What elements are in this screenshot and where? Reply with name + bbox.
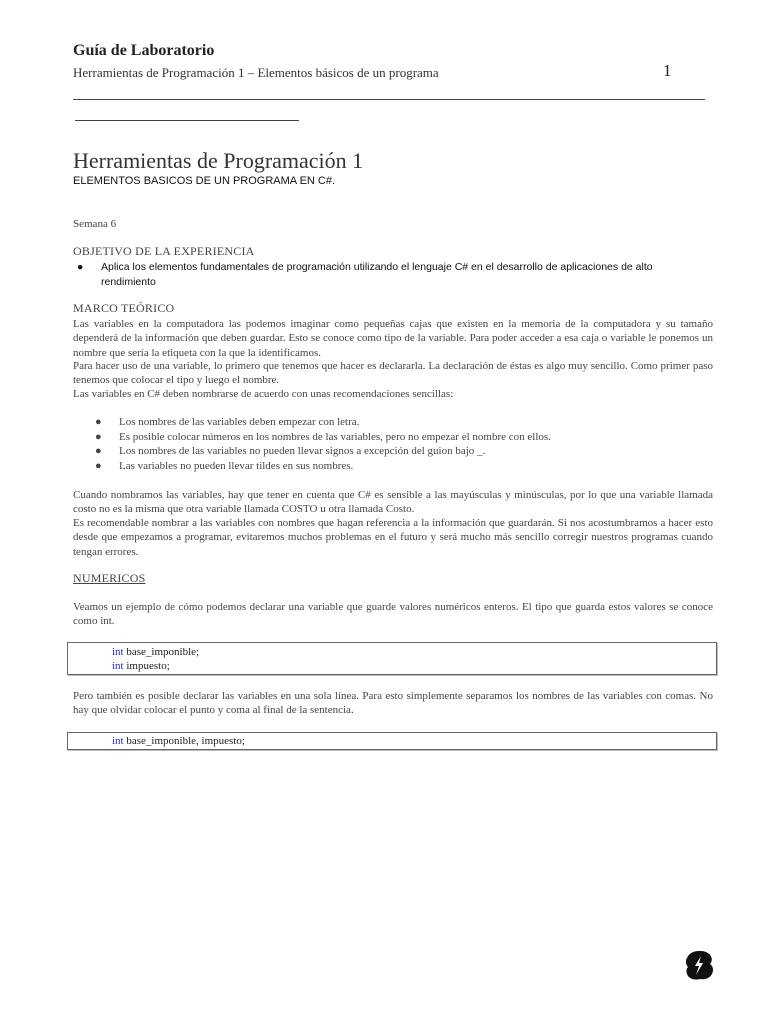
header-title: Guía de Laboratorio — [73, 42, 215, 59]
week-label: Semana 6 — [73, 218, 117, 230]
code-line — [68, 659, 716, 673]
objective-text: Aplica los elementos fundamentales de programación utilizando el lenguaje C# en el desarrollo de aplicaciones de alto rendimiento — [101, 261, 653, 288]
code-block-1 — [67, 642, 717, 675]
header-rule — [73, 99, 705, 100]
naming-rules-list — [95, 415, 551, 474]
objective-heading: OBJETIVO DE LA EXPERIENCIA — [73, 244, 255, 258]
code-text: impuesto; — [123, 660, 170, 672]
code-keyword: int — [112, 735, 124, 747]
objective-bullet — [77, 260, 699, 290]
theory-paragraph-3: Las variables en C# deben nombrarse de acuerdo con unas recomendaciones sencillas: — [73, 388, 454, 400]
bullet-icon: ● — [95, 430, 102, 443]
bullet-icon: ● — [77, 261, 84, 273]
code-block-2 — [67, 732, 717, 750]
rule-text: Las variables no pueden llevar tildes en sus nombres. — [119, 460, 354, 473]
document-title: Herramientas de Programación 1 — [73, 148, 364, 173]
rule-text: Es posible colocar números en los nombres de las variables, pero no empezar el nombre con ellos. — [119, 430, 551, 443]
bullet-icon: ● — [95, 416, 102, 428]
numeric-paragraph-2: Pero también es posible declarar las variables en una sola línea. Para esto simplemente separamos los nombres de las variables con comas. No hay que olvidar colocar el punto y coma al final de la sentencia. — [73, 690, 713, 717]
bullet-icon: ● — [95, 460, 102, 473]
code-line — [68, 734, 716, 748]
code-keyword: int — [112, 646, 124, 658]
bullet-icon: ● — [95, 445, 102, 458]
list-item — [95, 430, 551, 445]
theory-heading: MARCO TEÓRICO — [73, 301, 175, 315]
code-line — [68, 645, 716, 659]
list-item — [95, 415, 551, 430]
theory-paragraph-4: Cuando nombramos las variables, hay que tener en cuenta que C# es sensible a las mayúsculas y minúsculas, por lo que una variable llamada costo no es la misma que otra variable llamada COSTO u otra llamada Costo. — [73, 489, 713, 516]
rule-text: Los nombres de las variables deben empezar con letra. — [119, 416, 360, 428]
code-text: base_imponible, impuesto; — [123, 735, 245, 747]
numeric-paragraph-1: Veamos un ejemplo de cómo podemos declarar una variable que guarde valores numéricos enteros. El tipo que guarda estos valores se conoce como int. — [73, 601, 713, 628]
scribd-logo-icon[interactable] — [683, 949, 715, 981]
code-text: base_imponible; — [123, 646, 200, 658]
page-number: 1 — [663, 61, 672, 80]
code-keyword: int — [112, 660, 124, 672]
list-item — [95, 459, 551, 474]
numeric-heading: NUMERICOS — [73, 571, 146, 585]
rule-text: Los nombres de las variables no pueden llevar signos a excepción del guion bajo _. — [119, 445, 486, 458]
document-subtitle: ELEMENTOS BASICOS DE UN PROGRAMA EN C#. — [73, 175, 336, 187]
theory-paragraph-5: Es recomendable nombrar a las variables con nombres que hagan referencia a la información que guardarán. Si nos acostumbramos a hacer esto desde que empezamos a programar, evitaremos muchos problemas en el futuro y será mucho más sencillo corregir nuestros programas cuando tengan errores. — [73, 517, 713, 558]
header-rule-short — [75, 120, 299, 121]
header-subtitle: Herramientas de Programación 1 – Elementos básicos de un programa — [73, 65, 439, 80]
theory-paragraph-1: Las variables en la computadora las podemos imaginar como pequeñas cajas que existen en la memoria de la computadora y su tamaño dependerá de la información que deben guardar. Esto se conoce como tipo de la variable. Para poder acceder a esa caja o variable le ponemos un nombre que sería la etiqueta con la que la identificamos. — [73, 318, 713, 359]
list-item — [95, 444, 551, 459]
theory-paragraph-2: Para hacer uso de una variable, lo primero que tenemos que hacer es declararla. La declaración de éstas es algo muy sencillo. Como primer paso tenemos que colocar el tipo y luego el nombre. — [73, 360, 713, 387]
